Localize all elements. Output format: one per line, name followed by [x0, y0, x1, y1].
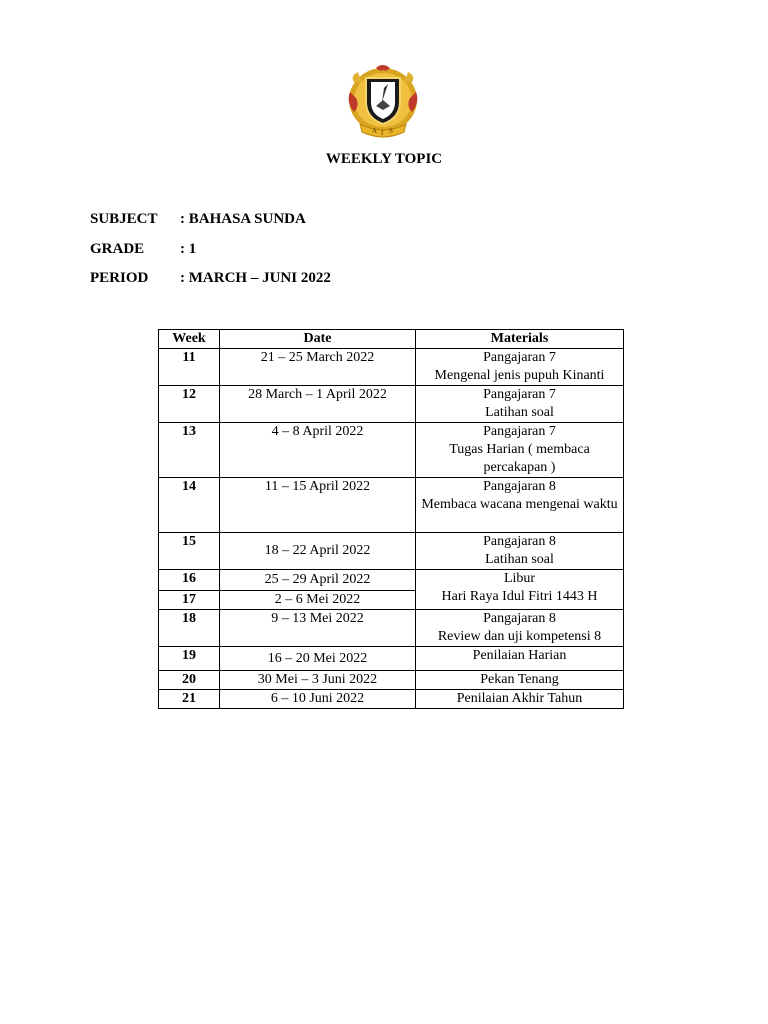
materials-cell [416, 671, 624, 690]
date-cell: 28 March – 1 April 2022 [220, 386, 416, 423]
table-row [159, 671, 624, 690]
crest-letter-i: I [381, 129, 384, 137]
week-cell: 12 [159, 386, 220, 423]
period-value: : MARCH – JUNI 2022 [180, 270, 331, 286]
week-cell: 16 [159, 570, 220, 591]
date-cell: 9 – 13 Mei 2022 [220, 610, 416, 647]
table-row [159, 647, 624, 671]
materials-line: Pangajaran 8 [483, 611, 556, 626]
subject-row [90, 211, 306, 228]
subject-value: : BAHASA SUNDA [180, 211, 306, 227]
materials-line: Pangajaran 8 [483, 479, 556, 494]
week-cell: 18 [159, 610, 220, 647]
materials-line: Penilaian Harian [472, 648, 567, 663]
table-row [159, 386, 624, 423]
materials-line: Pangajaran 7 [483, 424, 556, 439]
grade-label: GRADE [90, 241, 145, 257]
crest-letter-s: S [389, 127, 393, 135]
materials-line: Hari Raya Idul Fitri 1443 H [441, 589, 598, 604]
materials-line: Tugas Harian ( membaca percakapan ) [449, 442, 590, 475]
date-cell: 11 – 15 April 2022 [220, 478, 416, 533]
materials-line: Pangajaran 7 [483, 387, 556, 402]
header-materials: Materials [416, 330, 624, 349]
materials-line: Pangajaran 8 [483, 534, 556, 549]
date-cell: 6 – 10 Juni 2022 [220, 690, 416, 709]
materials-line: Latihan soal [485, 552, 554, 567]
week-cell: 19 [159, 647, 220, 671]
date-cell: 16 – 20 Mei 2022 [220, 647, 416, 671]
week-cell: 14 [159, 478, 220, 533]
materials-cell [416, 610, 624, 647]
date-cell: 18 – 22 April 2022 [220, 533, 416, 570]
table-row [159, 610, 624, 647]
materials-cell [416, 690, 624, 709]
materials-cell [416, 349, 624, 386]
materials-cell [416, 478, 624, 533]
materials-line: Penilaian Akhir Tahun [456, 691, 583, 706]
materials-cell [416, 647, 624, 671]
weekly-topic-table [158, 329, 624, 709]
week-cell: 20 [159, 671, 220, 690]
date-cell: 30 Mei – 3 Juni 2022 [220, 671, 416, 690]
table-row [159, 423, 624, 478]
date-cell: 21 – 25 March 2022 [220, 349, 416, 386]
materials-line: Libur [503, 571, 536, 586]
date-cell: 2 – 6 Mei 2022 [220, 591, 416, 610]
table-row [159, 533, 624, 570]
week-cell: 11 [159, 349, 220, 386]
materials-line: Pekan Tenang [480, 672, 559, 687]
table-row [159, 570, 624, 591]
school-crest-logo [346, 62, 420, 140]
materials-cell [416, 386, 624, 423]
date-cell: 4 – 8 April 2022 [220, 423, 416, 478]
week-cell: 13 [159, 423, 220, 478]
week-cell: 17 [159, 591, 220, 610]
materials-cell [416, 423, 624, 478]
materials-line: Membaca wacana mengenai waktu [421, 497, 618, 512]
materials-cell [416, 570, 624, 610]
table-row [159, 349, 624, 386]
page-title: WEEKLY TOPIC [325, 151, 443, 167]
table-row [159, 690, 624, 709]
week-cell: 21 [159, 690, 220, 709]
period-row [90, 270, 331, 287]
header-week: Week [159, 330, 220, 349]
materials-line: Latihan soal [485, 405, 554, 420]
grade-row [90, 241, 196, 258]
date-cell: 25 – 29 April 2022 [220, 570, 416, 591]
grade-value: : 1 [180, 241, 197, 257]
subject-label: SUBJECT [90, 211, 158, 227]
table-header-row [159, 330, 624, 349]
materials-line: Mengenal jenis pupuh Kinanti [434, 368, 605, 383]
materials-line: Review dan uji kompetensi 8 [437, 629, 602, 644]
table-row [159, 478, 624, 533]
materials-cell [416, 533, 624, 570]
crest-letter-a: A [372, 127, 378, 135]
header-date: Date [220, 330, 416, 349]
materials-line: Pangajaran 7 [483, 350, 556, 365]
period-label: PERIOD [90, 270, 149, 286]
week-cell: 15 [159, 533, 220, 570]
